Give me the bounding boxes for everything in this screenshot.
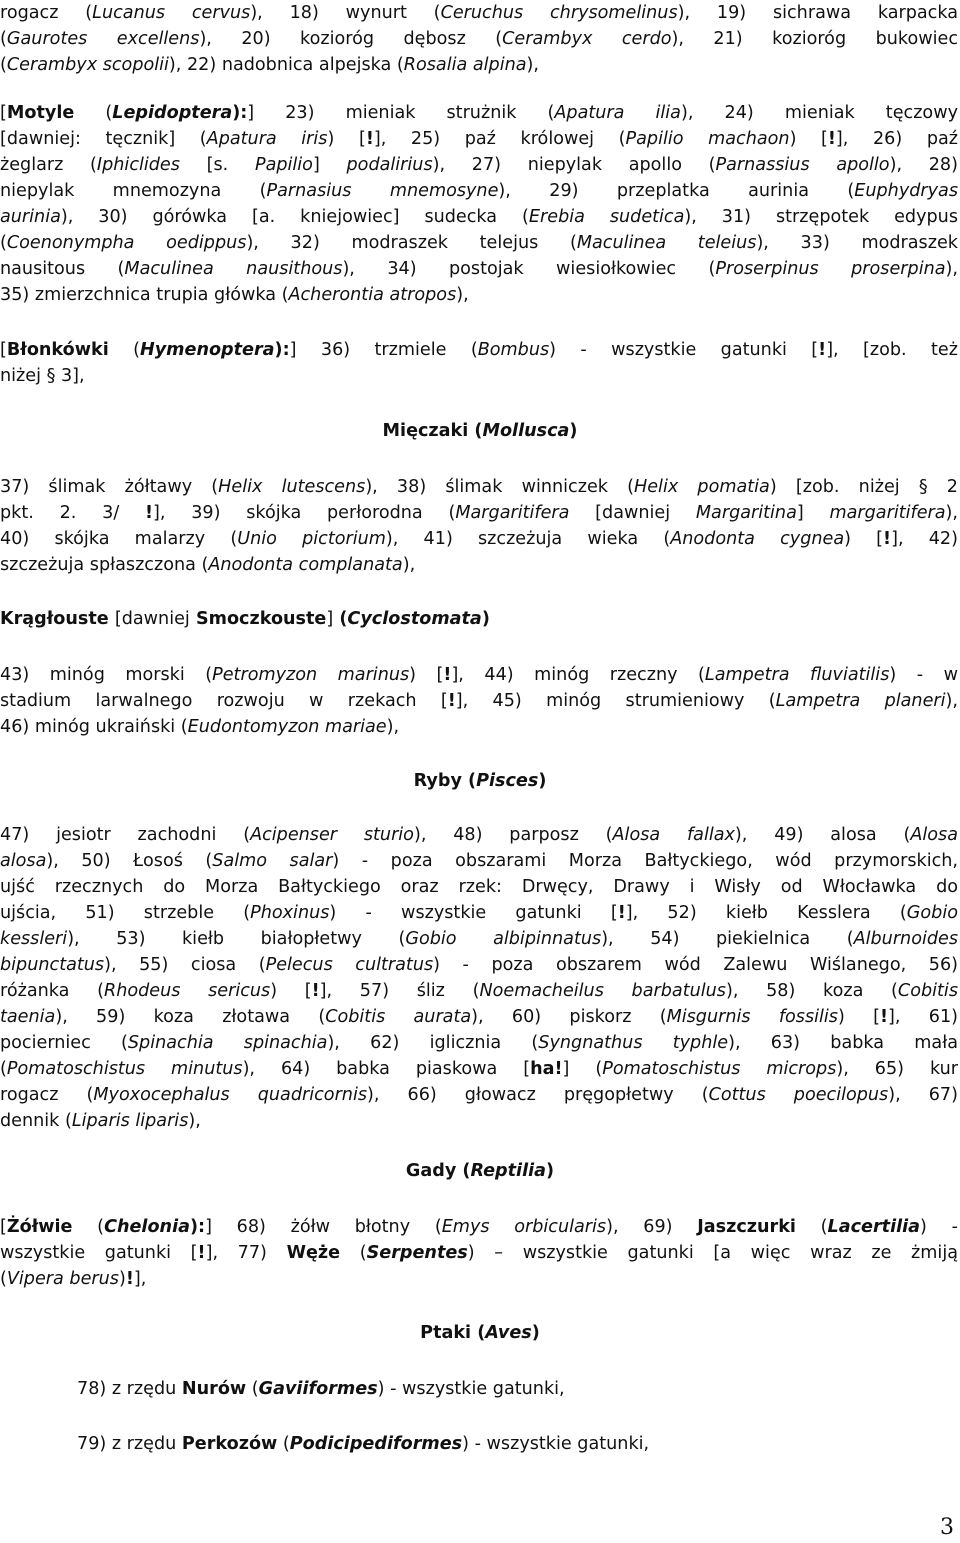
text-line: pkt. 2. 3/ !], 39) skójka perłorodna (Margaritifera [dawniej Margaritina] margaritifera), [0, 503, 958, 523]
paragraph-cyclostomata [0, 662, 958, 740]
paragraph-lepidoptera [0, 100, 958, 308]
text-line: rogacz (Myoxocephalus quadricornis), 66) głowacz pręgopłetwy (Cottus poecilopus), 67) [0, 1085, 958, 1105]
text-line: kessleri), 53) kiełb białopłetwy (Gobio albipinnatus), 54) piekielnica (Alburnoides [0, 929, 958, 949]
text-line: (Vipera berus)!], [0, 1269, 147, 1289]
heading-pisces: Ryby (Pisces) [413, 771, 547, 791]
heading-aves: Ptaki (Aves) [420, 1323, 540, 1343]
text-line: stadium larwalnego rozwoju w rzekach [!], 45) minóg strumieniowy (Lampetra planeri), [0, 691, 958, 711]
text-line: 46) minóg ukraiński (Eudontomyzon mariae), [0, 717, 400, 737]
text-line: wszystkie gatunki [!], 77) Węże (Serpentes) – wszystkie gatunki [a więc wraz ze żmiją [0, 1243, 958, 1263]
text-line: [Żółwie (Chelonia):] 68) żółw błotny (Emys orbicularis), 69) Jaszczurki (Lacertilia) - [0, 1217, 958, 1237]
paragraph-pisces [0, 822, 958, 1134]
paragraph-mollusca [0, 474, 958, 578]
text-line: różanka (Rhodeus sericus) [!], 57) śliz (Noemacheilus barbatulus), 58) koza (Cobitis [0, 981, 958, 1001]
text-line: żeglarz (Iphiclides [s. Papilio] podalirius), 27) niepylak apollo (Parnassius apollo), 28) [0, 155, 958, 175]
text-line: pocierniec (Spinachia spinachia), 62) iglicznia (Syngnathus typhle), 63) babka mała [0, 1033, 958, 1053]
text-line: 47) jesiotr zachodni (Acipenser sturio), 48) parposz (Alosa fallax), 49) alosa (Alosa [0, 825, 958, 845]
paragraph-hymenoptera [0, 337, 958, 389]
text-line: taenia), 59) koza złotawa (Cobitis aurata), 60) piskorz (Misgurnis fossilis) [!], 61) [0, 1007, 958, 1027]
text-line: 40) skójka malarzy (Unio pictorium), 41) szczeżuja wieka (Anodonta cygnea) [!], 42) [0, 529, 958, 549]
text-line: ujść rzecznych do Morza Bałtyckiego oraz rzek: Drwęcy, Drawy i Wisły od Włocławka do [0, 877, 958, 897]
text-line: dennik (Liparis liparis), [0, 1111, 201, 1131]
text-line: [Motyle (Lepidoptera):] 23) mieniak strużnik (Apatura ilia), 24) mieniak tęczowy [0, 103, 958, 123]
text-line: [dawniej: tęcznik] (Apatura iris) [!], 25) paź królowej (Papilio machaon) [!], 26) paź [0, 129, 958, 149]
heading-mollusca: Mięczaki (Mollusca) [382, 421, 578, 441]
text-line: alosa), 50) Łosoś (Salmo salar) - poza obszarami Morza Bałtyckiego, wód przymorskich, [0, 851, 958, 871]
text-line: 43) minóg morski (Petromyzon marinus) [!], 44) minóg rzeczny (Lampetra fluviatilis) - w [0, 665, 958, 685]
text-line: (Coenonympha oedippus), 32) modraszek telejus (Maculinea teleius), 33) modraszek [0, 233, 958, 253]
text-line: aurinia), 30) górówka [a. kniejowiec] sudecka (Erebia sudetica), 31) strzępotek edypus [0, 207, 958, 227]
text-line: (Cerambyx scopolii), 22) nadobnica alpejska (Rosalia alpina), [0, 55, 539, 75]
text-line: (Gaurotes excellens), 20) kozioróg dębosz (Cerambyx cerdo), 21) kozioróg bukowiec [0, 29, 958, 49]
list-item: 79) z rzędu Perkozów (Podicipediformes) - wszystkie gatunki, [77, 1434, 650, 1454]
list-item: 78) z rzędu Nurów (Gaviiformes) - wszystkie gatunki, [77, 1379, 565, 1399]
text-line: ujścia, 51) strzeble (Phoxinus) - wszystkie gatunki [!], 52) kiełb Kesslera (Gobio [0, 903, 958, 923]
text-line: niepylak mnemozyna (Parnasius mnemosyne), 29) przeplatka aurinia (Euphydryas [0, 181, 958, 201]
heading-cyclostomata: Krągłouste [dawniej Smoczkouste] (Cyclostomata) [0, 609, 490, 629]
paragraph-reptilia [0, 1214, 958, 1292]
text-line: [Błonkówki (Hymenoptera):] 36) trzmiele (Bombus) - wszystkie gatunki [!], [zob. też [0, 340, 958, 360]
text-line: bipunctatus), 55) ciosa (Pelecus cultratus) - poza obszarem wód Zalewu Wiślanego, 56) [0, 955, 958, 975]
text-line: 37) ślimak żółtawy (Helix lutescens), 38) ślimak winniczek (Helix pomatia) [zob. niżej § 2 [0, 477, 958, 497]
text-line: niżej § 3], [0, 366, 85, 386]
text-line: szczeżuja spłaszczona (Anodonta complanata), [0, 555, 416, 575]
heading-reptilia: Gady (Reptilia) [405, 1161, 555, 1181]
text-line: 35) zmierzchnica trupia główka (Acherontia atropos), [0, 285, 469, 305]
text-line: (Pomatoschistus minutus), 64) babka piaskowa [ha!] (Pomatoschistus microps), 65) kur [0, 1059, 958, 1079]
page-number: 3 [940, 1515, 954, 1540]
text-line: nausitous (Maculinea nausithous), 34) postojak wiesiołkowiec (Proserpinus proserpina), [0, 259, 958, 279]
text-line: rogacz (Lucanus cervus), 18) wynurt (Ceruchus chrysomelinus), 19) sichrawa karpacka [0, 3, 958, 23]
paragraph-beetles [0, 0, 958, 78]
